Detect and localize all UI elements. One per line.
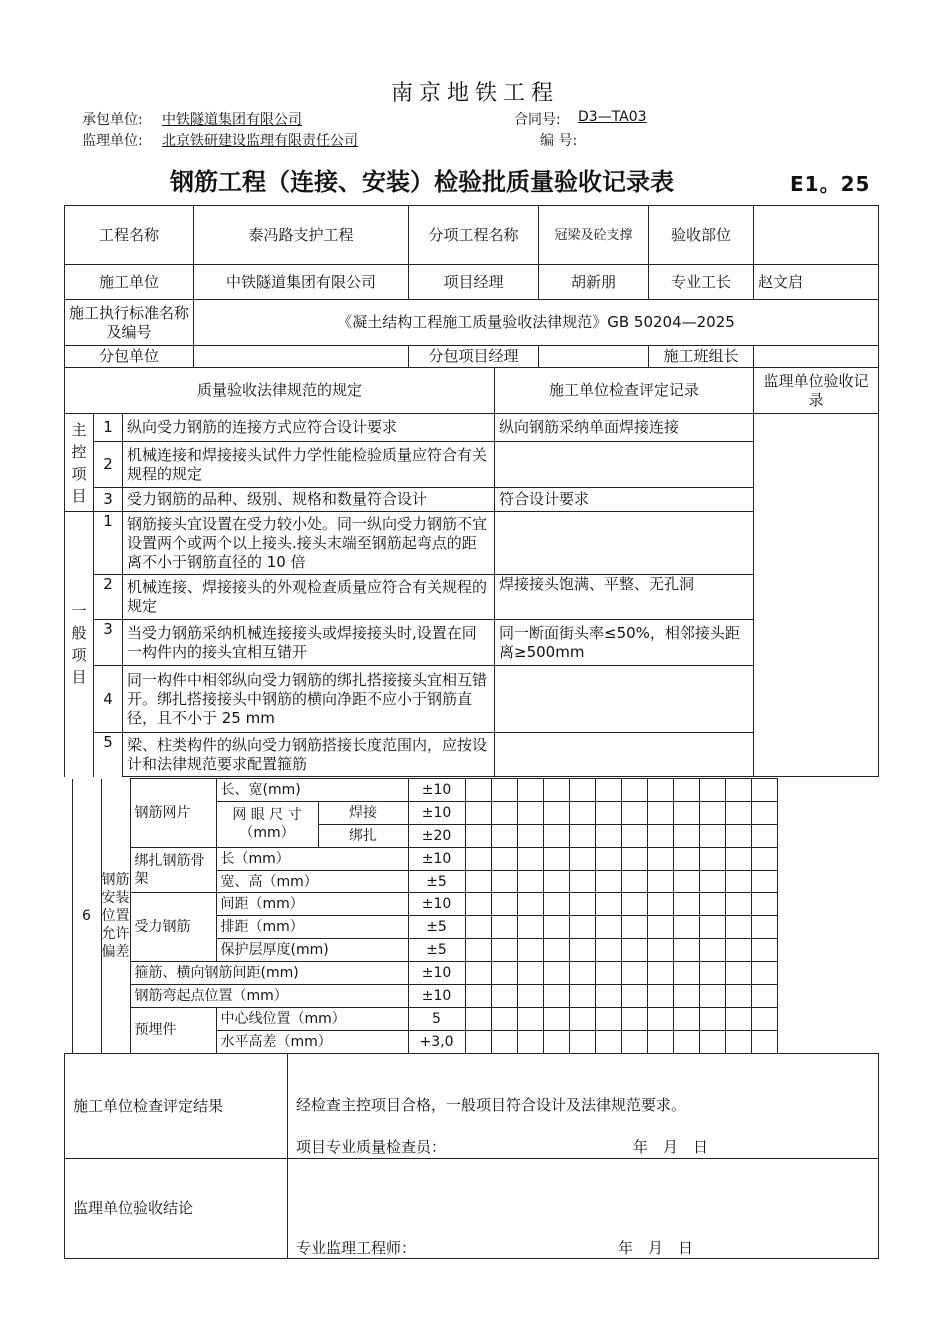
measurement-cell xyxy=(699,870,725,893)
measurement-cell xyxy=(673,1030,699,1053)
supervision-record-main xyxy=(754,414,879,777)
measurement-cell xyxy=(725,1030,751,1053)
measurement-cell xyxy=(751,824,777,847)
measurement-cell xyxy=(465,1030,491,1053)
construction-unit-value: 中铁隧道集团有限公司 xyxy=(194,265,409,300)
measurement-cell xyxy=(699,916,725,939)
measurement-cell xyxy=(465,962,491,985)
general-item-spec: 同一构件中相邻纵向受力钢筋的绑扎搭接接头宜相互错开。绑扎搭接接头中钢筋的横向净距不应小于钢筋直径，且不小于 25 mm xyxy=(123,666,495,733)
measurement-cell xyxy=(517,847,543,870)
measurement-cell xyxy=(621,801,647,824)
measurement-cell xyxy=(491,962,517,985)
tolerance-row xyxy=(64,847,777,870)
main-item-no: 2 xyxy=(94,442,123,488)
measurement-cell xyxy=(751,916,777,939)
measurement-cell xyxy=(699,939,725,962)
sub-pm-label: 分包项目经理 xyxy=(409,346,539,368)
measurement-cell xyxy=(725,962,751,985)
measurement-cell xyxy=(751,962,777,985)
measurement-cell xyxy=(647,916,673,939)
measurement-cell xyxy=(725,779,751,802)
measurement-cell xyxy=(569,1007,595,1030)
general-item-spec: 钢筋接头宜设置在受力较小处。同一纵向受力钢筋不宜设置两个或两个以上接头.接头末端至钢筋起弯点的距离不小于钢筋直径的 10 倍 xyxy=(123,512,495,575)
tolerance-row xyxy=(64,1007,777,1030)
measurement-cell xyxy=(517,824,543,847)
measurement-cell xyxy=(621,1007,647,1030)
measurement-cell xyxy=(725,870,751,893)
measurement-cell xyxy=(517,1030,543,1053)
measurement-cell xyxy=(569,870,595,893)
measurement-cell xyxy=(595,985,621,1008)
measurement-cell xyxy=(569,779,595,802)
measurement-cell xyxy=(595,847,621,870)
measurement-cell xyxy=(517,916,543,939)
center-label: 中心线位置（mm） xyxy=(216,1007,408,1030)
measurement-cell xyxy=(699,847,725,870)
measurement-cell xyxy=(621,939,647,962)
measurement-cell xyxy=(751,779,777,802)
general-item-spec: 当受力钢筋采纳机械连接接头或焊接接头时,设置在同一构件内的接头宜相互错开 xyxy=(123,620,495,666)
measurement-cell xyxy=(621,893,647,916)
general-item-no: 2 xyxy=(94,575,123,620)
team-leader-label: 施工班组长 xyxy=(649,346,754,368)
tolerance-row xyxy=(64,893,777,916)
measurement-cell xyxy=(491,1007,517,1030)
measurement-cell xyxy=(465,916,491,939)
measurement-cell xyxy=(595,779,621,802)
measurement-cell xyxy=(595,801,621,824)
project-name-value: 泰冯路支护工程 xyxy=(194,206,409,265)
subcontractor-label: 分包单位 xyxy=(65,346,194,368)
measurement-cell xyxy=(647,893,673,916)
measurement-cell xyxy=(751,847,777,870)
measurement-cell xyxy=(569,847,595,870)
measurement-cell xyxy=(491,1030,517,1053)
measurement-cell xyxy=(673,779,699,802)
measurement-cell xyxy=(543,779,569,802)
measurement-cell xyxy=(543,985,569,1008)
measurement-cell xyxy=(621,870,647,893)
measurement-cell xyxy=(699,1007,725,1030)
measurement-cell xyxy=(491,779,517,802)
row-spacing-label: 排距（mm） xyxy=(216,916,408,939)
main-item-spec: 机械连接和焊接接头试件力学性能检验质量应符合有关规程的规定 xyxy=(123,442,495,488)
measurement-cell xyxy=(621,985,647,1008)
measurement-cell xyxy=(569,985,595,1008)
measurement-cell xyxy=(621,847,647,870)
measurement-cell xyxy=(699,779,725,802)
measurement-cell xyxy=(647,847,673,870)
main-item-no: 3 xyxy=(94,488,123,512)
main-item-record xyxy=(495,442,754,488)
measurement-cell xyxy=(751,985,777,1008)
column-spec-header: 质量验收法律规范的规定 xyxy=(65,368,495,414)
measurement-cell xyxy=(673,916,699,939)
level-label: 水平高差（mm） xyxy=(216,1030,408,1053)
standard-label: 施工执行标准名称及编号 xyxy=(65,300,194,346)
measurement-cell xyxy=(595,916,621,939)
measurement-cell xyxy=(647,824,673,847)
measurement-cell xyxy=(465,1007,491,1030)
contractor-value: 中铁隧道集团有限公司 xyxy=(162,112,302,128)
general-item-record xyxy=(495,666,754,733)
measurement-cell xyxy=(699,962,725,985)
measurement-cell xyxy=(673,985,699,1008)
supervisor-label: 监理单位: xyxy=(82,133,143,149)
stirrup-label: 箍筋、横向钢筋间距(mm) xyxy=(130,962,408,985)
project-manager-label: 项目经理 xyxy=(409,265,539,300)
embedded-label: 预埋件 xyxy=(130,1007,216,1053)
cage-wh-label: 宽、高（mm） xyxy=(216,870,408,893)
main-item-no: 1 xyxy=(94,414,123,442)
tol-lw: ±10 xyxy=(408,779,465,802)
cage-label: 绑扎钢筋骨架 xyxy=(130,847,216,893)
supervision-date: 年 月 日 xyxy=(618,1239,694,1257)
measurement-cell xyxy=(465,985,491,1008)
spacer-cell xyxy=(64,779,72,1054)
measurement-cell xyxy=(621,962,647,985)
measurement-cell xyxy=(543,870,569,893)
general-item-record: 同一断面街头率≤50%，相邻接头距离≥500mm xyxy=(495,620,754,666)
mesh-size-label: 网 眼 尺 寸（mm） xyxy=(216,801,318,847)
measurement-cell xyxy=(543,824,569,847)
measurement-cell xyxy=(543,1030,569,1053)
measurement-cell xyxy=(465,801,491,824)
construction-unit-label: 施工单位 xyxy=(65,265,194,300)
tolerance-group-label: 钢筋安装位置允许偏差 xyxy=(101,779,130,1054)
general-item-spec: 梁、柱类构件的纵向受力钢筋搭接长度范围内，应按设计和法律规范要求配置箍筋 xyxy=(123,733,495,777)
measurement-cell xyxy=(751,1030,777,1053)
tolerance-row xyxy=(64,985,777,1008)
measurement-cell xyxy=(699,824,725,847)
measurement-cell xyxy=(621,779,647,802)
project-manager-value: 胡新朋 xyxy=(539,265,649,300)
measurement-cell xyxy=(465,893,491,916)
mesh-label: 钢筋网片 xyxy=(130,779,216,848)
measurement-cell xyxy=(517,985,543,1008)
measurement-cell xyxy=(673,801,699,824)
contractor-label: 承包单位: xyxy=(82,112,143,128)
measurement-cell xyxy=(491,801,517,824)
measurement-cell xyxy=(595,962,621,985)
measurement-cell xyxy=(517,1007,543,1030)
form-title: 钢筋工程（连接、安装）检验批质量验收记录表 xyxy=(170,168,674,196)
spacing-label: 间距（mm） xyxy=(216,893,408,916)
measurement-cell xyxy=(725,916,751,939)
general-items-group-label: 一般项目 xyxy=(65,512,94,777)
tol-tied: ±20 xyxy=(408,824,465,847)
measurement-cell xyxy=(465,824,491,847)
measurement-cell xyxy=(491,939,517,962)
foreman-value: 赵文启 xyxy=(754,265,879,300)
subcontractor-value xyxy=(194,346,409,368)
measurement-cell xyxy=(517,801,543,824)
tol-center: 5 xyxy=(408,1007,465,1030)
measurement-cell xyxy=(517,962,543,985)
measurement-cell xyxy=(751,801,777,824)
measurement-cell xyxy=(465,779,491,802)
measurement-cell xyxy=(673,962,699,985)
measurement-cell xyxy=(465,847,491,870)
general-item-no: 3 xyxy=(94,620,123,666)
measurement-cell xyxy=(569,916,595,939)
main-item-spec: 纵向受力钢筋的连接方式应符合设计要求 xyxy=(123,414,495,442)
general-item-record xyxy=(495,512,754,575)
measurement-cell xyxy=(465,939,491,962)
measurement-cell xyxy=(569,824,595,847)
tol-bend: ±10 xyxy=(408,985,465,1008)
measurement-cell xyxy=(543,1007,569,1030)
measurement-cell xyxy=(725,985,751,1008)
form-code: E1。25 xyxy=(790,172,871,196)
supervision-conclusion-label: 监理单位验收结论 xyxy=(65,1159,288,1259)
supervision-conclusion-cell xyxy=(288,1159,879,1259)
measurement-cell xyxy=(543,916,569,939)
measurement-cell xyxy=(543,847,569,870)
tolerance-item-no: 6 xyxy=(72,779,101,1054)
general-item-record: 焊接接头饱满、平整、无孔洞 xyxy=(495,575,754,620)
acceptance-part-label: 验收部位 xyxy=(649,206,754,265)
measurement-cell xyxy=(647,870,673,893)
contract-no-value: D3—TA03 xyxy=(578,109,647,125)
measurement-cell xyxy=(595,870,621,893)
measurement-cell xyxy=(569,939,595,962)
measurement-cell xyxy=(725,1007,751,1030)
measurement-cell xyxy=(725,824,751,847)
result-table xyxy=(64,1053,879,1259)
measurement-cell xyxy=(647,962,673,985)
column-supervision-header: 监理单位验收记录 xyxy=(754,368,879,414)
measurement-cell xyxy=(543,939,569,962)
construction-result-cell xyxy=(288,1054,879,1159)
tolerance-table xyxy=(64,778,778,1054)
sub-item-label: 分项工程名称 xyxy=(409,206,539,265)
measurement-cell xyxy=(517,870,543,893)
main-item-record: 符合设计要求 xyxy=(495,488,754,512)
general-item-record xyxy=(495,733,754,777)
measurement-cell xyxy=(673,939,699,962)
column-check-header: 施工单位检查评定记录 xyxy=(495,368,754,414)
construction-result-label: 施工单位检查评定结果 xyxy=(65,1054,288,1159)
bend-label: 钢筋弯起点位置（mm） xyxy=(130,985,408,1008)
measurement-cell xyxy=(751,939,777,962)
measurement-cell xyxy=(673,824,699,847)
measurement-cell xyxy=(569,1030,595,1053)
general-item-spec: 机械连接、焊接接头的外观检查质量应符合有关规程的规定 xyxy=(123,575,495,620)
measurement-cell xyxy=(647,1030,673,1053)
measurement-cell xyxy=(517,779,543,802)
measurement-cell xyxy=(699,893,725,916)
measurement-cell xyxy=(673,893,699,916)
measurement-cell xyxy=(673,1007,699,1030)
measurement-cell xyxy=(569,801,595,824)
measurement-cell xyxy=(647,1007,673,1030)
measurement-cell xyxy=(751,893,777,916)
stressed-label: 受力钢筋 xyxy=(130,893,216,962)
measurement-cell xyxy=(491,916,517,939)
tolerance-row xyxy=(64,962,777,985)
measurement-cell xyxy=(543,893,569,916)
measurement-cell xyxy=(465,870,491,893)
measurement-cell xyxy=(543,962,569,985)
measurement-cell xyxy=(491,847,517,870)
construction-result-text: 经检查主控项目合格，一般项目符合设计及法律规范要求。 xyxy=(296,1096,687,1114)
inspector-label: 项目专业质量检查员： xyxy=(296,1138,447,1156)
inspection-table xyxy=(64,205,879,777)
measurement-cell xyxy=(517,939,543,962)
project-title: 南京地铁工程 xyxy=(390,81,559,106)
measurement-cell xyxy=(621,824,647,847)
tol-cage-wh: ±5 xyxy=(408,870,465,893)
measurement-cell xyxy=(621,916,647,939)
measurement-cell xyxy=(595,939,621,962)
measurement-cell xyxy=(595,893,621,916)
measurement-cell xyxy=(725,847,751,870)
tol-level: +3,0 xyxy=(408,1030,465,1053)
tol-row-spacing: ±5 xyxy=(408,916,465,939)
team-leader-value xyxy=(754,346,879,368)
sub-pm-value xyxy=(539,346,649,368)
standard-value: 《凝土结构工程施工质量验收法律规范》GB 50204—2025 xyxy=(194,300,879,346)
engineer-label: 专业监理工程师： xyxy=(296,1239,417,1257)
serial-label: 编 号: xyxy=(540,133,578,149)
tol-spacing: ±10 xyxy=(408,893,465,916)
measurement-cell xyxy=(751,1007,777,1030)
contract-no-label: 合同号: xyxy=(514,112,561,128)
measurement-cell xyxy=(543,801,569,824)
measurement-cell xyxy=(595,1030,621,1053)
measurement-cell xyxy=(673,847,699,870)
main-items-group-label: 主控项目 xyxy=(65,414,94,512)
measurement-cell xyxy=(699,801,725,824)
measurement-cell xyxy=(491,824,517,847)
measurement-cell xyxy=(725,893,751,916)
measurement-cell xyxy=(595,824,621,847)
general-item-no: 5 xyxy=(94,733,123,777)
tol-cage-length: ±10 xyxy=(408,847,465,870)
measurement-cell xyxy=(647,801,673,824)
measurement-cell xyxy=(725,801,751,824)
construction-date: 年 月 日 xyxy=(633,1138,709,1156)
measurement-cell xyxy=(647,985,673,1008)
measurement-cell xyxy=(699,1030,725,1053)
tol-welded: ±10 xyxy=(408,801,465,824)
measurement-cell xyxy=(491,893,517,916)
measurement-cell xyxy=(751,870,777,893)
tol-cover: ±5 xyxy=(408,939,465,962)
tol-stirrup: ±10 xyxy=(408,962,465,985)
measurement-cell xyxy=(725,939,751,962)
project-name-label: 工程名称 xyxy=(65,206,194,265)
welded-label: 焊接 xyxy=(318,801,408,824)
measurement-cell xyxy=(569,962,595,985)
general-item-no: 1 xyxy=(94,512,123,575)
cover-label: 保护层厚度(mm) xyxy=(216,939,408,962)
main-item-spec: 受力钢筋的品种、级别、规格和数量符合设计 xyxy=(123,488,495,512)
length-width-label: 长、宽(mm) xyxy=(216,779,408,802)
tolerance-row xyxy=(64,779,777,802)
foreman-label: 专业工长 xyxy=(649,265,754,300)
measurement-cell xyxy=(491,870,517,893)
supervisor-value: 北京铁研建设监理有限责任公司 xyxy=(162,133,358,149)
measurement-cell xyxy=(621,1030,647,1053)
main-item-record: 纵向钢筋采纳单面焊接连接 xyxy=(495,414,754,442)
acceptance-part-value xyxy=(754,206,879,265)
cage-length-label: 长（mm） xyxy=(216,847,408,870)
measurement-cell xyxy=(517,893,543,916)
measurement-cell xyxy=(673,870,699,893)
sub-item-value: 冠梁及砼支撑 xyxy=(539,206,649,265)
measurement-cell xyxy=(699,985,725,1008)
measurement-cell xyxy=(491,985,517,1008)
measurement-cell xyxy=(647,939,673,962)
tied-label: 绑扎 xyxy=(318,824,408,847)
general-item-no: 4 xyxy=(94,666,123,733)
measurement-cell xyxy=(569,893,595,916)
measurement-cell xyxy=(595,1007,621,1030)
measurement-cell xyxy=(647,779,673,802)
